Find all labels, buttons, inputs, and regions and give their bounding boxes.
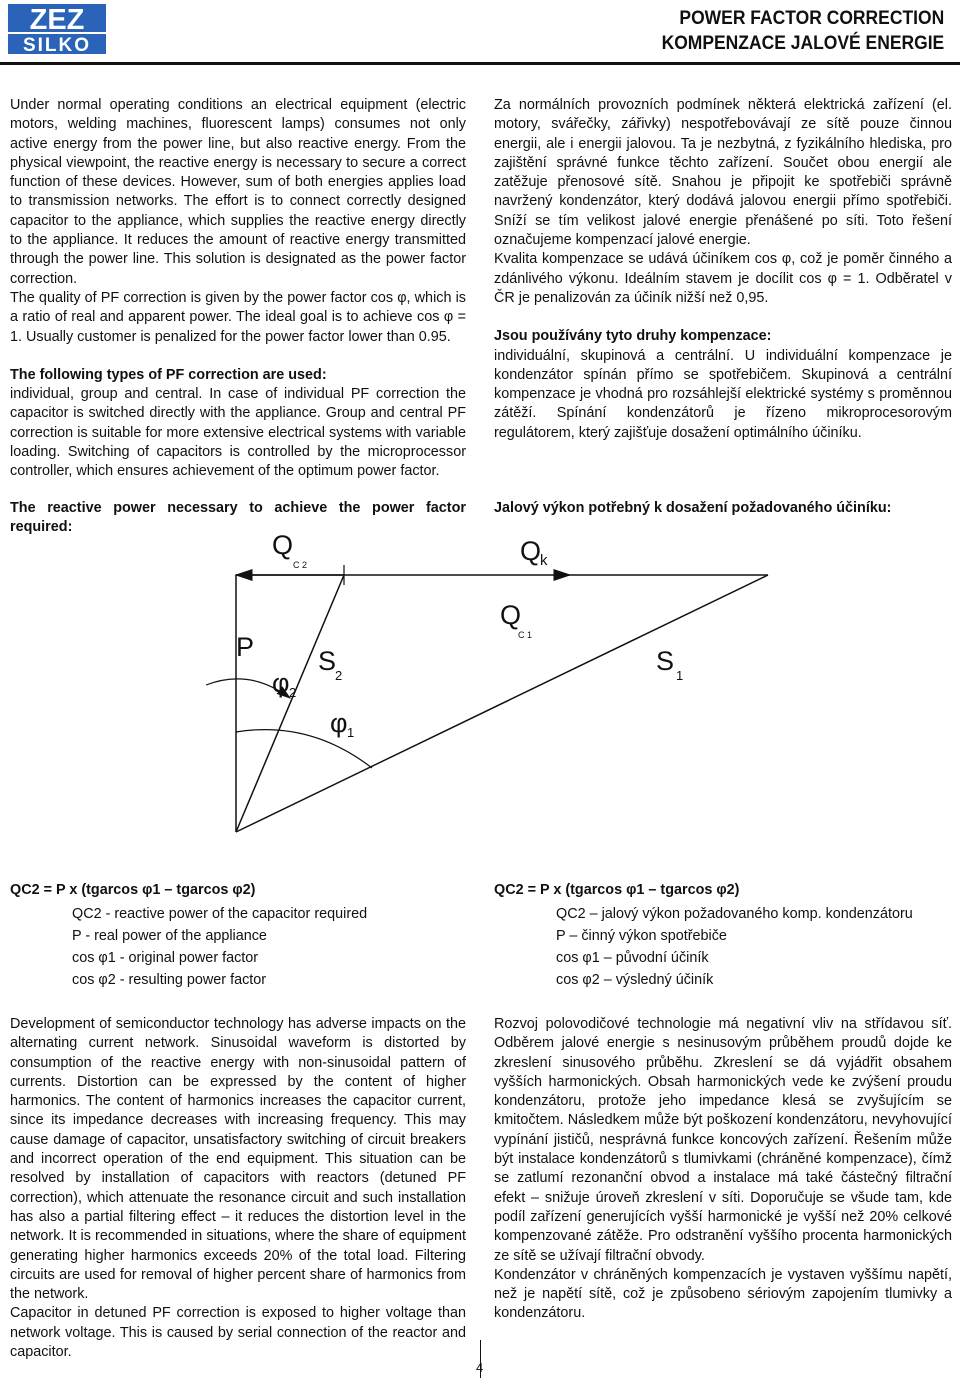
- label-qc2: Q: [272, 530, 294, 560]
- label-qk: Q: [520, 536, 542, 566]
- logo-text-top: ZEZ: [29, 4, 85, 36]
- label-qc2-sub: C 2: [293, 560, 308, 570]
- left-harmonics-block: [10, 1015, 466, 1362]
- label-s2: S: [318, 646, 337, 676]
- label-phi1: φ: [330, 708, 348, 738]
- right-legend-1: QC2 – jalový výkon požadovaného komp. kondenzátoru: [556, 906, 913, 922]
- left-legend-4: cos φ2 - resulting power factor: [72, 972, 267, 988]
- page-header: [661, 6, 944, 56]
- right-types-heading: Jsou používány tyto druhy kompenzace:: [494, 328, 772, 345]
- label-p: P: [236, 632, 255, 662]
- right-detuned: Kondenzátor v chráněných kompenzacích je vystaven vyššímu napětí, než je napětí sítě, což je způsobeno sériovým zapojením tlumivky a kondenzátoru.: [494, 1266, 952, 1322]
- right-legend-2: P – činný výkon spotřebiče: [556, 928, 727, 944]
- left-legend-2: P - real power of the appliance: [72, 928, 267, 944]
- left-detuned: Capacitor in detuned PF correction is exposed to higher voltage than network voltage. This is caused by serial connection of the reactor and capacitor.: [10, 1305, 466, 1361]
- label-qc1-sub: C 1: [518, 630, 533, 640]
- label-phi1-sub: 1: [347, 725, 355, 740]
- label-qc1: Q: [500, 600, 522, 630]
- right-intro-block: [494, 96, 952, 443]
- right-harmonics: Rozvoj polovodičové technologie má negativní vliv na střídavou síť. Odběrem jalové energie s nesinusovým průběhem proudů dojde ke zkreslení sinusového průběhu. Zkreslení se dá vyjádřit obsahem vyšších harmonických. Obsah harmonických vede ke zvýšení proudu kondenzátoru, protože jeho impedance klesá se zvyšujícím se kmitočtem. Následkem může být poškození kondenzátoru, nevyhovující vypínání jističů, nesprávná funkce koncových zařízení. Řešením může být instalace kondenzátorů s tlumivkami (chráněné kompenzace), čímž se zatlumí rezonanční obvod a instalace má také částečný filtrační efekt – snižuje úroveň zkreslení v síti. Doporučuje se všude tam, kde podíl zařízení generujících vyšší harmonické je vyšší než 20% celkové kompenzované zátěže. Pro odstranění vyššího procenta harmonických ze sítě se užívají filtrační obvody.: [494, 1016, 952, 1264]
- left-legend-3: cos φ1 - original power factor: [72, 950, 259, 966]
- left-intro: Under normal operating conditions an electrical equipment (electric motors, welding machines, fluorescent lamps) consumes not only active energy from the power line, but also reactive energy. From the physical viewpoint, the reactive energy is necessary to secure a correct function of these devices. However, sum of both energies applies load to transmission networks. The effort is to connect correctly designed capacitor to the appliance, which supplies the reactive energy directly to the appliance. It reduces the amount of reactive energy transmitted through the power line. This solution is designated as the power factor correction.: [10, 97, 466, 287]
- right-formula-block: [494, 880, 954, 990]
- zez-silko-logo: [8, 4, 106, 54]
- logo-text-bottom: SILKO: [22, 35, 92, 54]
- left-formula: QC2 = P x (tgarcos φ1 – tgarcos φ2): [10, 882, 256, 898]
- power-triangle-diagram: [0, 520, 960, 840]
- right-legend-3: cos φ1 – původní účiník: [556, 950, 709, 966]
- right-formula: QC2 = P x (tgarcos φ1 – tgarcos φ2): [494, 882, 740, 898]
- left-formula-block: [10, 880, 470, 990]
- right-intro: Za normálních provozních podmínek některá elektrická zařízení (el. motory, svářečky, zářivky) nespotřebovávají ze sítě pouze činnou energii, ale i energii jalovou. Ta je nezbytná, z fyzikálního hlediska, pro zajištění správné funkce těchto zařízení. Součet obou energií ale zatěžuje přenosové sítě. Snahou je připojit ke spotřebiči správně navržený kondenzátor, který dodává jalovou energii přímo spotřebiči. Sníží se tím velikost jalové energie přenášené po síti. Toto řešení označujeme kompenzací jalové energie.: [494, 97, 952, 249]
- label-s2-sub: 2: [335, 668, 343, 683]
- page-number: 4: [476, 1360, 484, 1375]
- right-reactive-heading: Jalový výkon potřebný k dosažení požadovaného účiníku:: [494, 500, 892, 516]
- header-title-en: POWER FACTOR CORRECTION: [679, 8, 944, 29]
- right-legend-4: cos φ2 – výsledný účiník: [556, 972, 714, 988]
- label-s1: S: [656, 646, 675, 676]
- header-title-cz: KOMPENZACE JALOVÉ ENERGIE: [661, 33, 944, 54]
- left-types-text: individual, group and central. In case of individual PF correction the capacitor is switched directly with the appliance. Group and central PF correction is suitable for more extensive electrical systems with variable loading. Switching of capacitors is controlled by the microprocessor controller, which ensures achievement of the optimum power factor.: [10, 386, 466, 480]
- label-phi2-sub: 2: [289, 685, 297, 700]
- left-intro-block: [10, 96, 466, 482]
- label-qk-sub: k: [540, 552, 548, 569]
- label-s1-sub: 1: [676, 668, 684, 683]
- right-quality: Kvalita kompenzace se udává účiníkem cos φ, což je poměr činného a zdánlivého výkonu. Ideálním stavem je docílit cos φ = 1. Odběratel v ČR je penalizován za účiník nižší než 0,95.: [494, 251, 952, 306]
- left-reactive-heading: The reactive power necessary to achieve the power factor required:: [10, 500, 466, 536]
- left-harmonics: Development of semiconductor technology has adverse impacts on the alternating current network. Sinusoidal waveform is distorted by consumption of the reactive energy with non-sinusoidal pattern of currents. Distortion can be expressed by the content of higher harmonics. The content of harmonics increases the capacitor current, since its impedance decreases with increasing frequency. This may cause damage of capacitor, unsatisfactory switching of circuit breakers and incorrect operation of the end equipment. This situation can be resolved by installation of capacitors with reactors (detuned PF correction), which attenuate the resonance circuit and such installation has also a partial filtering effect – it reduces the distortion level in the network. It is recommended in situations, where the share of equipment generating higher harmonics exceeds 20% of the total load. Filtering circuits are used for removal of higher percent share of harmonics from the network.: [10, 1016, 466, 1303]
- s2-line: [236, 575, 344, 832]
- left-quality: The quality of PF correction is given by the power factor cos φ, which is a ratio of real and apparent power. The ideal goal is to achieve cos φ = 1. Usually customer is penalized for the power factor lower than 0.95.: [10, 289, 466, 345]
- label-phi2: φ: [272, 668, 290, 698]
- left-types-heading: The following types of PF correction are used:: [10, 366, 327, 383]
- right-types-text: individuální, skupinová a centrální. U individuální kompenzace je kondenzátor spínán přímo se spotřebičem. Skupinová a centrální kompenzace je vhodná pro rozsáhlejší elektrické systémy s proměnnou zátěží. Spínání kondenzátorů je řízeno mikroprocesorovým regulátorem, který zajišťuje dosažení optimálního účiníku.: [494, 347, 952, 441]
- right-harmonics-block: [494, 1015, 952, 1324]
- left-legend-1: QC2 - reactive power of the capacitor required: [72, 906, 368, 922]
- header-rule: [0, 62, 960, 65]
